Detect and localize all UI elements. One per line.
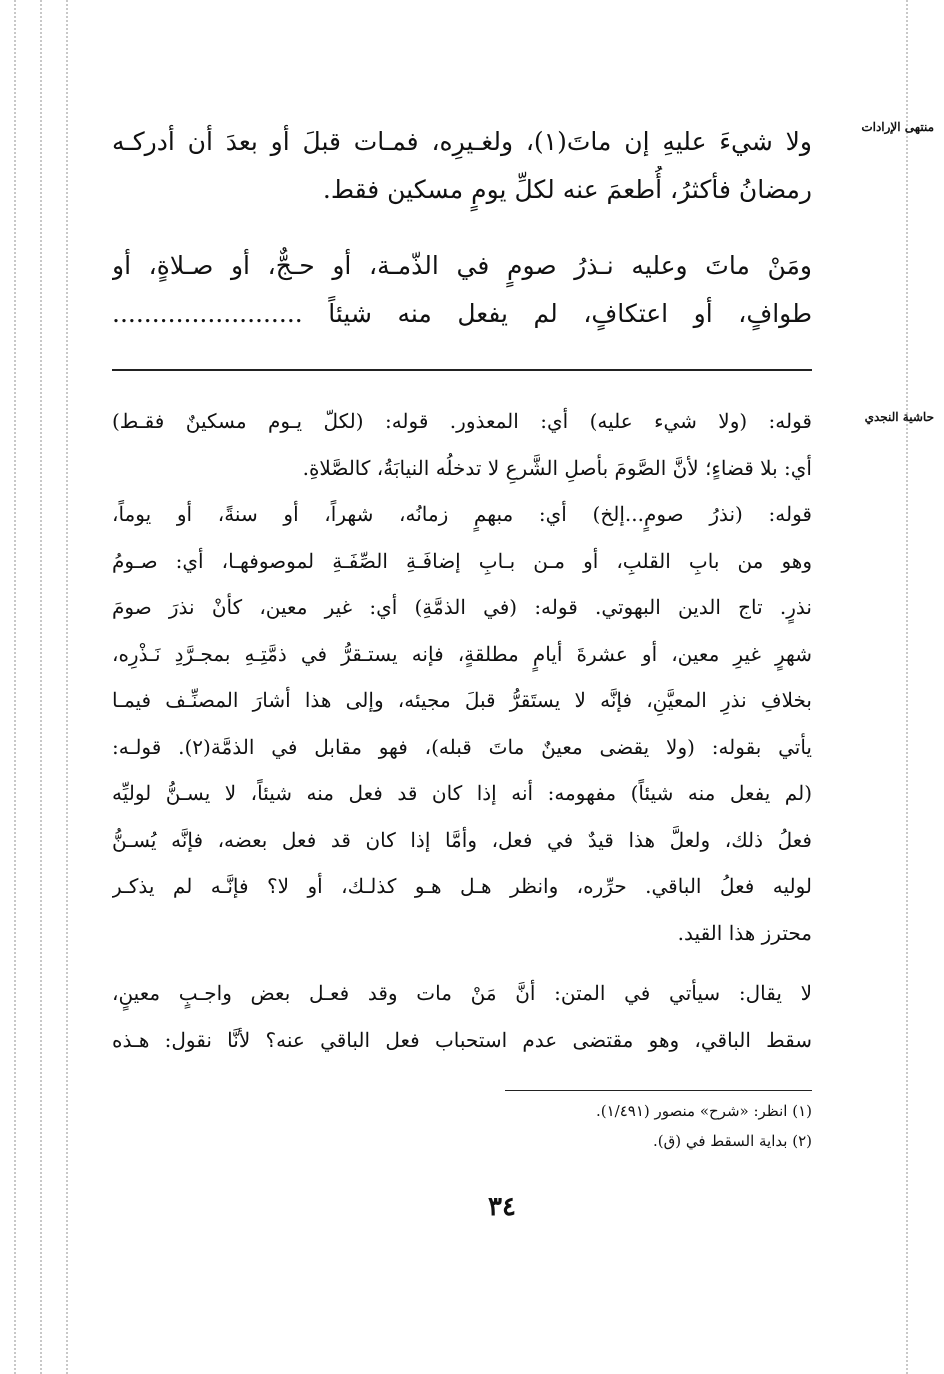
matn-line: رمضانُ فأكثرُ، أُطعمَ عنه لكلِّ يومٍ مسكين فقط. xyxy=(322,175,812,204)
hashiya-line: لا يقال: سيأتي في المتن: أنَّ مَنْ مات وقد فعـل بعض واجـبٍ معينٍ، xyxy=(112,981,812,1005)
hashiya-line: محترز هذا القيد. xyxy=(677,920,812,945)
hashiya-side-label: حاشية النجدي xyxy=(864,410,934,424)
hashiya-text xyxy=(112,398,812,1063)
hashiya-line: وهو من بابِ القلبِ، أو مـن بـابِ إضافَـةِ الصِّفَـةِ لموصوفهـا، أي: صـومُ xyxy=(112,548,812,573)
hashiya-line: بخلافِ نذرِ المعيَّنِ، فإنَّه لا يستَقرُّ قبلَ مجيئه، وإلى هذا أشارَ المصنِّـف فيمـا xyxy=(112,688,812,712)
matn-line: ومَنْ ماتَ وعليه نـذرُ صومٍ في الذّمـة، أو حـجٌّ، أو صـلاةٍ، أو xyxy=(112,251,812,280)
scan-margin-line xyxy=(66,0,68,1374)
hashiya-line: سقط الباقي، وهو مقتضى عدم استحباب فعل الباقي عنه؟ لأنَّا نقول: هـذه xyxy=(112,1027,812,1052)
page-number: ٣٤ xyxy=(488,1192,516,1222)
matn-line: ولا شيءَ عليهِ إن ماتَ(١)، ولغـيرِه، فمـات قبلَ أو بعدَ أن أدركـه xyxy=(112,127,812,156)
scan-margin-line xyxy=(14,0,16,1374)
hashiya-line: فعلُ ذلك، ولعلَّ هذا قيدٌ في فعل، وأمَّا إذا كان قد فعل بعضه، فإنَّه يُسـنُّ xyxy=(112,827,812,852)
footnote-rule xyxy=(505,1090,812,1091)
hashiya-line: شهرٍ غيرِ معين، أو عشرةَ أيامٍ مطلقةٍ، فإنه يستـقرُّ في ذمَّتِـهِ بمجـرَّدِ نَـذْرِه، xyxy=(112,641,812,666)
matn-line: طوافٍ، أو اعتكافٍ، لم يفعل منه شيئاً ........................ xyxy=(112,299,812,328)
matn-text xyxy=(112,118,812,338)
matn-side-label: منتهى الإرادات xyxy=(861,120,934,134)
hashiya-line: نذرٍ. تاج الدين البهوتي. قوله: (في الذمَّةِ) أي: غير معين، كأنْ نذرَ صومَ xyxy=(112,595,812,619)
footnotes xyxy=(400,1096,812,1156)
footnote: (١) انظر: «شرح» منصور (١/٤٩١). xyxy=(595,1102,812,1120)
footnote: (٢) بداية السقط في (ق). xyxy=(652,1132,812,1150)
hashiya-line: (لم يفعل منه شيئاً) مفهومه: أنه إذا كان قد فعل منه شيئاً، لا يسـنُّ لوليِّه xyxy=(112,781,812,805)
hashiya-line: قوله: (نذرُ صومٍ...إلخ) أي: مبهمٍ زمانُه، شهراً، أو سنةً، أو يوماً، xyxy=(112,502,812,526)
hashiya-line: أي: بلا قضاءٍ؛ لأنَّ الصَّومَ بأصلِ الشَّرعِ لا تدخلُه النيابَةُ، كالصَّلاةِ. xyxy=(302,455,812,480)
hashiya-line: قوله: (ولا شيء عليه) أي: المعذور. قوله: (لكلّ يـوم مسكينٌ فقـط) xyxy=(112,409,812,433)
hashiya-line: يأتي بقوله: (ولا يقضى معينٌ ماتَ قبله)، فهو مقابل في الذمَّة(٢). قولـه: xyxy=(112,734,812,759)
section-divider xyxy=(112,369,812,371)
scan-margin-line xyxy=(40,0,42,1374)
hashiya-line: لوليه فعلُ الباقي. حرِّره، وانظر هـل هـو كذلـك، أو لا؟ فإنَّـه لم يذكـر xyxy=(112,874,812,898)
scan-margin-line xyxy=(906,0,908,1374)
